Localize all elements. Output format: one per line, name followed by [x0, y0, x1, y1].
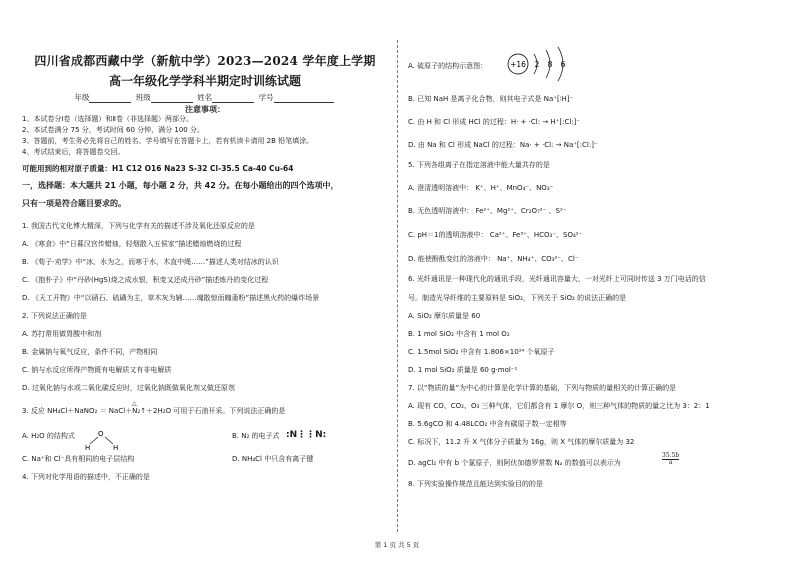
name-label: 姓名 [197, 93, 213, 102]
q4-option-b: B. 已知 NaH 是离子化合物，则其电子式是 Na⁺[∶H]⁻ [408, 95, 574, 103]
q6-option-c: C. 1.5mol SiO₂ 中含有 1.806×10²⁴ 个氧原子 [408, 348, 555, 356]
q3-option-a: A. H₂O 的结构式 [22, 432, 75, 440]
notice-item: 1、本试卷分Ⅰ卷（选择题）和Ⅱ卷（非选择题）两部分。 [22, 115, 193, 123]
page-footer: 第 1 页 共 5 页 [374, 541, 420, 549]
q5-option-c: C. pH＝1的透明溶液中： Ca²⁺、Fe³⁺、HCO₃⁻、SO₄²⁻ [408, 231, 583, 239]
water-structure-icon [82, 428, 122, 452]
fraction-numerator: 35.5b [662, 452, 680, 459]
shell-electrons-3: 6 [560, 60, 566, 69]
q4-stem: 4. 下列对化学用语的描述中，不正确的是 [22, 473, 150, 481]
q6-option-a: A. SiO₂ 摩尔质量是 60 [408, 312, 481, 320]
q7-option-b: B. 5.6gCO 和 4.48LCO₂ 中含有碳原子数一定相等 [408, 420, 567, 428]
exam-title-line2: 高一年级化学学科半期定时训练试题 [108, 74, 301, 88]
q2-option-d: D. 过氧化钠与水或二氧化碳反应时，过氧化钠既做氧化剂又做还原剂 [22, 384, 235, 392]
nucleus-charge: +16 [510, 60, 526, 69]
q5-option-d: D. 能使酚酞变红的溶液中： Na⁺、NH₄⁺、CO₃²⁻、Cl⁻ [408, 255, 579, 263]
q1-option-c: C. 《抱朴子》中“丹砂(HgS)烧之成水银，积变又还成丹砂”描述炼丹的变化过程 [22, 276, 269, 284]
water-hydrogen-right: H [113, 444, 119, 452]
q2-option-b: B. 金属钠与氧气反应，条件不同，产物相同 [22, 348, 158, 356]
q3-option-b: B. N₂ 的电子式 [232, 432, 280, 440]
section1-heading-line1: 一，选择题：本大题共 21 小题，每小题 2 分，共 42 分。在每小题给出的四个选项中， [22, 181, 339, 190]
q4-option-a: A. 硫原子的结构示意图： [408, 62, 488, 70]
q1-stem: 1. 我国古代文化博大精深，下列与化学有关的描述不涉及氧化还原反应的是 [22, 222, 255, 230]
heat-symbol: △ [132, 400, 137, 407]
q1-option-d: D. 《天工开物》中“以硝石、硫磺为主，草木灰为辅……魂散惊而魄齑粉”描述黑火药的爆炸场景 [22, 294, 320, 302]
q4-option-d: D. 由 Na 和 Cl 形成 NaCl 的过程：Na· + ·Cl: → Na⁺[:Cl:]⁻ [408, 141, 598, 149]
grade-blank [89, 95, 131, 103]
notice-title: 注意事项： [185, 105, 225, 114]
atomic-masses: 可能用到的相对原子质量：H1 C12 O16 Na23 S-32 Cl-35.5 Ca-40 Cu-64 [22, 164, 294, 173]
q3-stem: 3. 反应 NH₄Cl＋NaNO₂ ＝ NaCl＋N₂↑＋2H₂O 可用于石油开采。下列说法正确的是 [22, 407, 286, 415]
q1-option-a: A. 《寒食》中“日暮汉宫传蜡烛，轻烟散入五侯家”描述蜡烛燃烧的过程 [22, 240, 242, 248]
q5-option-a: A. 澄清透明溶液中： K⁺、H⁺、MnO₄⁻、NO₃⁻ [408, 184, 554, 192]
q6-stem-line2: 号。制造光导纤维的主要原料是 SiO₂，下列关于 SiO₂ 的说法正确的是 [408, 294, 627, 302]
q6-stem-line1: 6. 光纤通讯是一种现代化的通讯手段，光纤通讯容量大，一对光纤上可同时传送 3 万门电话的信 [408, 275, 706, 283]
q4-option-c: C. 由 H 和 Cl 形成 HCl 的过程：H· + ·Cl: → H⁺[:Cl:]⁻ [408, 118, 581, 126]
q8-stem: 8. 下列实验操作规范且能达到实验目的的是 [408, 480, 543, 488]
q7-option-d: D. agCl₂ 中有 b 个氯原子，则阿伏加德罗常数 Nₐ 的数值可以表示为 [408, 459, 621, 467]
n2-electron-formula: :N⋮⋮N: [286, 430, 327, 440]
q6-option-d: D. 1 mol SiO₂ 质量是 60 g·mol⁻¹ [408, 366, 518, 374]
student-info-line [22, 92, 388, 103]
q2-option-c: C. 钠与水反应所得产物既有电解质又有非电解质 [22, 366, 172, 374]
water-hydrogen-left: H [85, 444, 91, 452]
q5-stem: 5. 下列各组离子在指定溶液中能大量共存的是 [408, 161, 550, 169]
q7-option-c: C. 标况下，11.2 升 X 气体分子质量为 16g，则 X 气体的摩尔质量为 32 [408, 438, 635, 446]
notice-item: 4、考试结束后，将答题卷交回。 [22, 148, 125, 156]
shell-electrons-2: 8 [547, 60, 553, 69]
q5-option-b: B. 无色透明溶液中： Fe²⁺、Mg²⁺、Cr₂O₇²⁻ 、S²⁻ [408, 207, 567, 215]
q2-option-a: A. 苏打常用做胃酸中和剂 [22, 330, 102, 338]
fraction-denominator: a [668, 459, 673, 466]
water-oxygen: O [98, 430, 104, 438]
class-label: 班级 [135, 93, 151, 102]
column-divider [397, 40, 398, 532]
notice-item: 3、答题前，考生务必先将自己的姓名、学号填写在答题卡上，若有机读卡请用 2B 铅笔填涂。 [22, 137, 314, 145]
class-blank [151, 95, 193, 103]
section1-heading-line2: 只有一项是符合题目要求的。 [22, 199, 126, 208]
q3-option-c: C. Na⁺和 Cl⁻具有相同的电子层结构 [22, 455, 135, 463]
avogadro-fraction [662, 453, 679, 466]
id-blank [274, 95, 334, 103]
id-label: 学号 [258, 93, 274, 102]
shell-electrons-1: 2 [534, 60, 540, 69]
grade-label: 年级 [74, 93, 90, 102]
q6-option-b: B. 1 mol SiO₂ 中含有 1 mol O₂ [408, 330, 510, 338]
q7-option-a: A. 现有 CO、CO₂、O₃ 三种气体，它们都含有 1 摩尔 O，则三种气体的物质的量之比为 3：2：1 [408, 402, 710, 410]
q3-option-d: D. NH₄Cl 中只含有离子键 [232, 455, 314, 463]
water-bond-right [105, 437, 113, 444]
exam-title-line1: 四川省成都西藏中学（新航中学）2023—2024 学年度上学期 [34, 54, 376, 68]
water-bond-left [90, 437, 98, 444]
q2-stem: 2. 下列说法正确的是 [22, 312, 87, 320]
notice-item: 2、本试卷满分 75 分，考试时间 60 分钟，满分 100 分。 [22, 126, 204, 134]
name-blank [212, 95, 254, 103]
q1-option-b: B. 《荀子·劝学》中“冰，水为之，而寒于水，木直中绳……”描述人类对结冰的认识 [22, 258, 279, 266]
sulfur-atom-diagram-icon [504, 44, 594, 84]
q7-stem: 7. 以“物质的量”为中心的计算是化学计算的基础，下列与物质的量相关的计算正确的是 [408, 384, 677, 392]
